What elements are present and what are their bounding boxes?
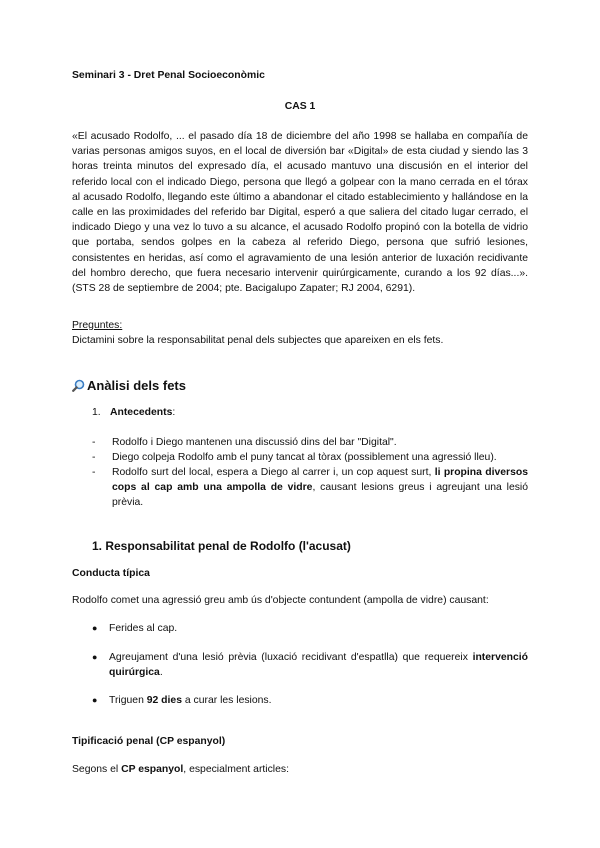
document-title: Seminari 3 - Dret Penal Socioeconòmic bbox=[72, 70, 265, 81]
questions-text: Dictamini sobre la responsabilitat penal dels subjectes que apareixen en els fets. bbox=[72, 335, 444, 346]
antecedents-heading bbox=[92, 407, 175, 418]
antecedents-label: Antecedents bbox=[110, 407, 173, 418]
dash-marker: - bbox=[92, 452, 96, 463]
typification-text bbox=[72, 764, 289, 775]
text-run: Triguen bbox=[109, 695, 147, 706]
dash-marker: - bbox=[92, 437, 96, 448]
list-item-text bbox=[112, 465, 528, 510]
list-item bbox=[92, 650, 528, 680]
responsibility-heading: 1. Responsabilitat penal de Rodolfo (l'acusat) bbox=[92, 539, 351, 553]
list-item-text: Rodolfo i Diego mantenen una discussió dins del bar "Digital". bbox=[112, 437, 397, 448]
text-run: , causant lesions greus i agreujant una lesió prèvia. bbox=[112, 482, 529, 508]
bold-run: CP espanyol bbox=[121, 764, 184, 775]
bold-run: intervenció quirúrgica bbox=[109, 652, 528, 678]
magnifier-icon bbox=[72, 379, 85, 392]
list-item bbox=[92, 693, 528, 708]
dash-marker: - bbox=[92, 467, 96, 478]
list-item-text: Ferides al cap. bbox=[109, 623, 178, 634]
list-item bbox=[92, 621, 528, 636]
text-run: . bbox=[159, 667, 163, 678]
conduct-heading: Conducta típica bbox=[72, 568, 150, 579]
text-run: Rodolfo surt del local, espera a Diego al carrer i, un cop aquest surt, bbox=[112, 467, 435, 478]
case-title: CAS 1 bbox=[284, 101, 316, 112]
antecedents-number: 1. bbox=[92, 407, 101, 418]
conduct-text: Rodolfo comet una agressió greu amb ús d'objecte contundent (ampolla de vidre) causant: bbox=[72, 595, 489, 606]
typification-heading: Tipificació penal (CP espanyol) bbox=[72, 736, 226, 747]
list-item-text: Diego colpeja Rodolfo amb el puny tancat al tòrax (possiblement una agressió lleu). bbox=[112, 452, 497, 463]
analysis-heading-text: Anàlisi dels fets bbox=[87, 378, 186, 393]
antecedents-colon: : bbox=[172, 407, 176, 418]
bullet-marker: ● bbox=[92, 623, 98, 633]
bullet-marker: ● bbox=[92, 695, 98, 705]
questions-heading: Preguntes: bbox=[72, 320, 123, 331]
list-item-text bbox=[109, 693, 528, 708]
analysis-heading bbox=[72, 378, 186, 393]
text-run: , especialment articles: bbox=[183, 764, 289, 775]
text-run: Agreujament d'una lesió prèvia (luxació recidivant d'espatlla) que requereix bbox=[109, 652, 473, 663]
list-item bbox=[92, 465, 528, 510]
antecedents-list bbox=[92, 435, 528, 510]
list-item bbox=[92, 435, 528, 450]
bold-run: 92 dies bbox=[146, 695, 182, 706]
text-run: a curar les lesions. bbox=[181, 695, 272, 706]
text-run: Segons el bbox=[72, 764, 122, 775]
list-item-text bbox=[109, 650, 528, 680]
bold-run: li propina diversos cops al cap amb una ampolla de vidre bbox=[112, 467, 528, 493]
list-item bbox=[92, 450, 528, 465]
case-text: «El acusado Rodolfo, ... el pasado día 18 de diciembre del año 1998 se hallaba en compañía de varias personas amigos suyos, en el local de diversión bar «Digital» de esta ciudad y siendo las 3 horas treinta minutos del expresado día, el acusado mantuvo una discusión en el interior del referido local con el indicado Diego, persona que llegó a golpear con la mano cerrada en el tórax al acusado Rodolfo, llegando este último a abandonar el citado establecimiento y hallándose en la calle en las proximidades del referido bar Digital, esperó a que saliera del citado lugar cerrado, el indicado Diego y una vez lo tuvo a su alcance, el acusado Rodolfo propinó con la botella de vidrio que portaba, sendos golpes en la cabeza al referido Diego, persona que sufrió lesiones, consistentes en heridas, así como el agravamiento de una lesión anterior de luxación recidivante del hombro derecho, que fuera necesario intervenir quirúrgicamente, curando a los 92 días...». (STS 28 de septiembre de 2004; pte. Bacigalupo Zapater; RJ 2004, 6291). bbox=[72, 131, 528, 295]
bullet-marker: ● bbox=[92, 652, 98, 662]
